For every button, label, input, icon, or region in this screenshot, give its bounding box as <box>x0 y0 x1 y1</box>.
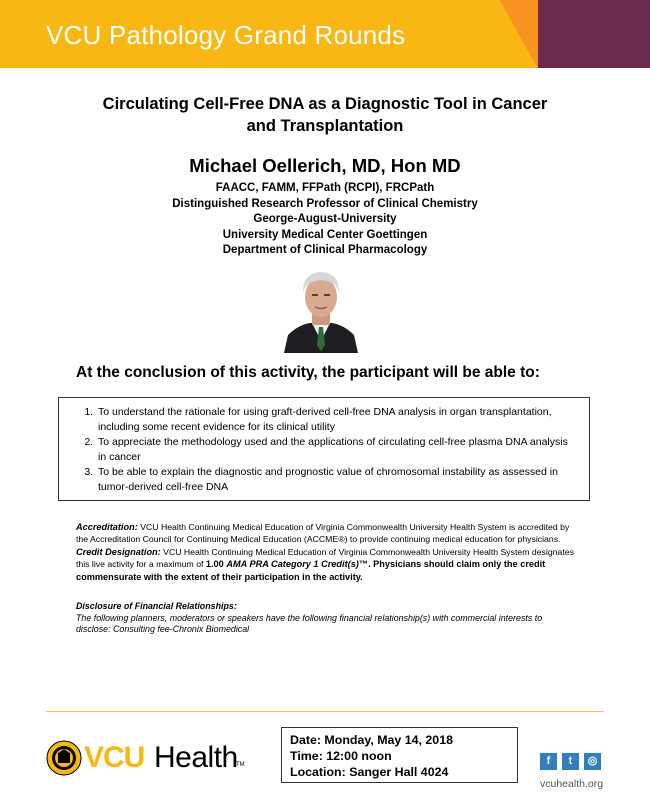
footer-divider <box>46 711 604 712</box>
credit-text: VCU Health Continuing Medical Education of Virginia Commonwealth University Health System designates this live activity for a maximum of <box>76 546 574 570</box>
credential-line: George-August-University <box>253 213 397 226</box>
logo-health-text: Health <box>154 741 238 774</box>
twitter-icon[interactable]: t <box>562 753 579 770</box>
header-title: VCU Pathology Grand Rounds <box>46 20 406 50</box>
accreditation-text: VCU Health Continuing Medical Education of Virginia Commonwealth University Health System is accredited by the Accreditation Council for Continuing Medical Education (ACCME®) to provide continuing medical education for physicians. <box>76 522 570 545</box>
speaker-photo <box>282 265 360 353</box>
credit-label: Credit Designation: <box>76 546 161 557</box>
credential-line: Department of Clinical Pharmacology <box>222 244 428 257</box>
instagram-icon[interactable]: ◎ <box>584 753 601 770</box>
vcu-health-logo <box>46 738 256 778</box>
objective-item: 3. To be able to explain the diagnostic and prognostic value of chromosomal instability as assessed in tumor-derived cell-free DNA <box>96 465 577 495</box>
facebook-icon[interactable]: f <box>540 753 557 770</box>
disclosure-text: The following planners, moderators or speakers have the following financial relationship(s) with commercial interests to disclose: Consulting fee-Chronix Biomedical <box>76 612 543 635</box>
talk-title-line2: and Transplantation <box>246 117 404 135</box>
speaker-credentials <box>0 181 650 259</box>
objectives-list <box>59 398 589 495</box>
credential-line: Distinguished Research Professor of Clinical Chemistry <box>172 197 478 210</box>
objective-item: 2. To appreciate the methodology used and the applications of circulating cell-free plasma DNA analysis in cancer <box>96 435 577 465</box>
accreditation-label: Accreditation: <box>76 522 138 532</box>
header-banner <box>0 0 650 68</box>
objective-item: 1. To understand the rationale for using graft-derived cell-free DNA analysis in organ transplantation, including some recent evidence for its clinical utility <box>96 405 577 435</box>
talk-title-line1: Circulating Cell-Free DNA as a Diagnostic Tool in Cancer <box>102 95 548 113</box>
speaker-name: Michael Oellerich, MD, Hon MD <box>189 155 461 176</box>
disclosure-section <box>76 601 576 636</box>
event-date: Date: Monday, May 14, 2018 <box>290 733 453 747</box>
website-url[interactable]: vcuhealth.org <box>540 778 604 790</box>
credit-paragraph <box>76 546 576 583</box>
logo-vcu-text: VCU <box>84 741 145 774</box>
talk-title <box>60 93 590 137</box>
accreditation-section <box>76 521 576 583</box>
credit-category: AMA PRA Category 1 Credit(s) <box>226 559 359 570</box>
objectives-box <box>58 397 590 501</box>
event-location: Location: Sanger Hall 4024 <box>290 765 449 779</box>
header-decoration <box>500 0 650 68</box>
credential-line: University Medical Center Goettingen <box>222 228 428 241</box>
event-details-box <box>281 727 518 783</box>
logo-trademark: TM <box>236 762 245 768</box>
disclosure-title: Disclosure of Financial Relationships: <box>76 601 237 611</box>
credit-amount: 1.00 <box>205 559 227 570</box>
credential-line: FAACC, FAMM, FFPath (RCPI), FRCPath <box>215 182 435 194</box>
vcu-seal-icon <box>46 740 82 776</box>
event-time: Time: 12:00 noon <box>290 749 392 763</box>
credit-claim: ™. Physicians should claim only the credit commensurate with the extent of their participation in the activity. <box>76 559 546 582</box>
accreditation-paragraph <box>76 521 576 546</box>
objectives-heading: At the conclusion of this activity, the participant will be able to: <box>76 364 540 381</box>
